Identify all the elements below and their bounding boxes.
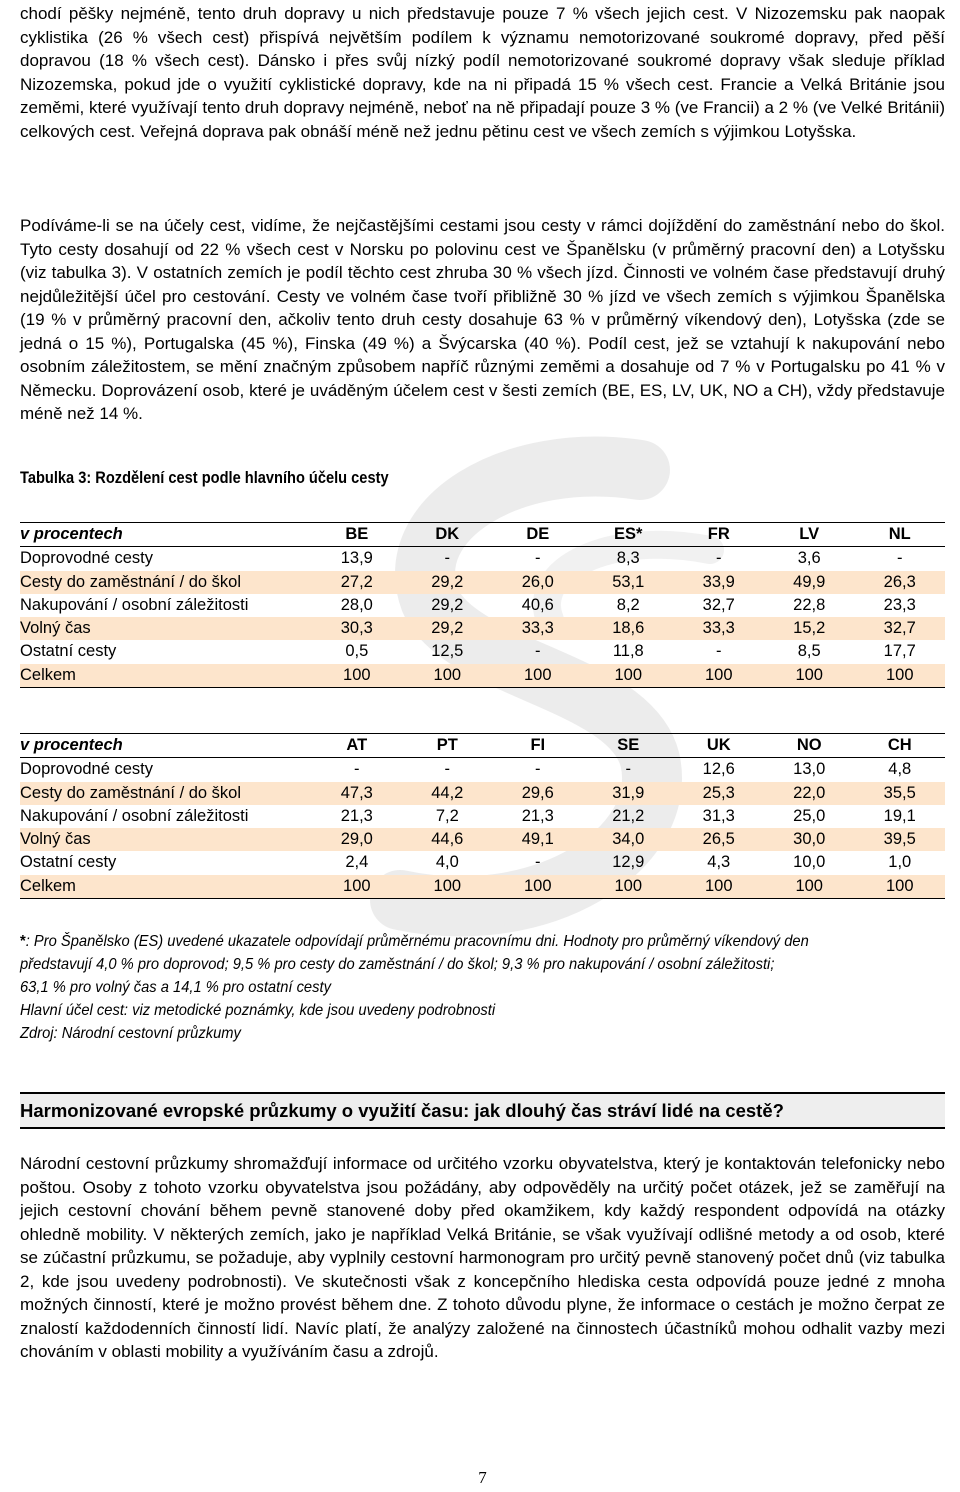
footnote-star: * <box>20 933 26 950</box>
value-cell: - <box>444 760 451 779</box>
value-cell: 11,8 <box>612 642 644 661</box>
table-row <box>20 875 945 899</box>
row-label: Cesty do zaměstnání / do škol <box>20 782 312 805</box>
value-cell: 28,0 <box>340 595 373 614</box>
value-cell: 33,3 <box>674 617 764 640</box>
value-cell: 44,6 <box>402 828 492 851</box>
value-cell: 29,6 <box>493 782 583 805</box>
value-cell: 30,3 <box>312 617 402 640</box>
footnote-line: představují 4,0 % pro doprovod; 9,5 % pro cesty do zaměstnání / do škol; 9,3 % pro nakupování / osobní záležitosti; <box>20 956 775 973</box>
header-cell: ES* <box>614 525 643 543</box>
header-cell: v procentech <box>20 525 123 543</box>
value-cell: 23,3 <box>883 595 916 614</box>
value-cell: 10,0 <box>793 853 826 872</box>
purpose-table-2 <box>20 733 945 899</box>
value-cell: 17,7 <box>883 642 916 661</box>
row-label: Celkem <box>20 664 312 688</box>
page-number: 7 <box>478 1468 487 1487</box>
row-label: Ostatní cesty <box>20 853 117 872</box>
paragraph-modal-split: chodí pěšky nejméně, tento druh dopravy u nich představuje pouze 7 % všech jejich cest. V Nizozemsku pak naopak cyklistika (26 % všech cest) přispívá největším podílem k významu nemotorizované soukromé dopravy, před pěší dopravou (18 % všech cest). Dánsko i přes svůj nízký podíl nemotorizované soukromé dopravy však sleduje příklad Nizozemska, pokud jde o využití cyklistické dopravy, kde na ni připadá 15 % všech cest. Francie a Velká Británie jsou zeměmi, které využívají tento druh dopravy nejméně, neboť na ně připadají pouze 3 % (ve Francii) a 2 % (ve Velké Británii) celkových cest. Veřejná doprava pak obnáší méně než jednu pětinu cest ve všech zemích s výjimkou Lotyšska. <box>20 4 945 141</box>
purpose-table-1 <box>20 522 945 688</box>
value-cell: 29,2 <box>402 617 492 640</box>
value-cell: 15,2 <box>764 617 854 640</box>
header-cell: DE <box>526 525 550 543</box>
table-header-row <box>20 734 945 758</box>
footnote-line: 63,1 % pro volný čas a 14,1 % pro ostatní cesty <box>20 979 331 996</box>
row-label: Volný čas <box>20 828 312 851</box>
header-cell: AT <box>346 736 368 754</box>
value-cell: 26,5 <box>674 828 764 851</box>
paragraph-time-use-surveys: Národní cestovní průzkumy shromažďují informace od určitého vzorku obyvatelstva, který je kontaktován telefonicky nebo poštou. Osoby z tohoto vzorku obyvatelstva jsou požádány, aby odpověděly na určitý počet otázek, jež se zaměřují na jejich cestovní chování během pevně stanovené doby před okamžikem, kdy každý respondent odpovídá na otázky ohledně mobility. V některých zemích, jako je například Velká Británie, se však využívají odlišné metody a od osob, které se zúčastní průzkumu, se požaduje, aby vyplnily cestovní harmonogram pro určitý pevně stanovený počet dnů (viz tabulka 2, kde jsou uvedeny podrobnosti). Ve skutečnosti však z koncepčního hlediska cesta odpovídá pouze jedné z mnoha možných činností, které je možno provést během dne. Z tohoto důvodu plyne, že informace o cestách je možno čerpat ze znalostí každodenních činností lidí. Navíc platí, že analýzy založené na činnostech účastníků mohou odhalit vazby mezi chováním v oblasti mobility a využíváním času a zdrojů. <box>20 1154 945 1361</box>
value-cell: 8,2 <box>616 595 640 614</box>
value-cell: 25,3 <box>674 782 764 805</box>
header-cell: BE <box>345 525 369 543</box>
value-cell: 49,1 <box>493 828 583 851</box>
value-cell: 100 <box>854 875 945 899</box>
value-cell: 18,6 <box>583 617 673 640</box>
row-label: Celkem <box>20 875 312 899</box>
header-cell: PT <box>436 736 458 754</box>
value-cell: 0,5 <box>345 642 369 661</box>
value-cell: 47,3 <box>312 782 402 805</box>
value-cell: 21,2 <box>612 806 645 825</box>
value-cell: 100 <box>674 664 764 688</box>
value-cell: 100 <box>583 875 673 899</box>
header-cell: CH <box>887 736 912 754</box>
value-cell: 49,9 <box>764 571 854 594</box>
value-cell: 4,0 <box>435 853 459 872</box>
row-label: Doprovodné cesty <box>20 549 153 568</box>
row-label: Volný čas <box>20 617 312 640</box>
value-cell: 100 <box>312 875 402 899</box>
value-cell: 100 <box>493 664 583 688</box>
source-note: Zdroj: Národní cestovní průzkumy <box>20 1025 241 1042</box>
value-cell: 13,9 <box>340 549 373 568</box>
table-header-row <box>20 523 945 547</box>
table-footnotes <box>20 930 871 1045</box>
row-label: Cesty do zaměstnání / do škol <box>20 571 312 594</box>
table-row <box>20 851 945 874</box>
header-cell: v procentech <box>20 736 123 754</box>
table-row <box>20 617 945 640</box>
value-cell: - <box>354 760 360 779</box>
table-row <box>20 664 945 688</box>
value-cell: 21,3 <box>521 806 554 825</box>
paragraph-trip-purposes: Podíváme-li se na účely cest, vidíme, že nejčastějšími cestami jsou cesty v rámci dojíždění do zaměstnání nebo do škol. Tyto cesty dosahují od 22 % všech cest v Norsku po polovinu cest ve Španělsku (v průměrný pracovní den) a Lotyšsku (viz tabulka 3). V ostatních zemích je podíl těchto cest zhruba 30 % všech jízd. Činnosti ve volném čase představují druhý nejdůležitější účel pro cestování. Cesty ve volném čase tvoří přibližně 30 % jízd ve všech zemích s výjimkou Španělska (19 % v průměrný pracovní den, ačkoliv tento druh cesty dosahuje 63 % v průměrný víkendový den), Lotyšska (zde se jedná o 15 %), Portugalska (45 %), Finska (49 %) a Švýcarska (40 %). Podíl cest, jež se vztahují k nakupování nebo osobním záležitostem, se mění značným způsobem napříč různými zeměmi a dosahuje od 7 % v Portugalsku po 41 % v Německu. Doprovázení osob, které je uváděným účelem cest v šesti zemích (BE, ES, LV, UK, NO a CH), vždy představuje méně než 14 %. <box>20 216 945 423</box>
value-cell: 100 <box>402 664 492 688</box>
value-cell: 21,3 <box>340 806 373 825</box>
value-cell: 100 <box>764 875 854 899</box>
value-cell: - <box>535 642 541 661</box>
value-cell: 4,3 <box>707 853 731 872</box>
value-cell: 100 <box>854 664 945 688</box>
value-cell: 8,3 <box>616 549 640 568</box>
header-cell: FR <box>707 525 730 543</box>
table-row <box>20 828 945 851</box>
value-cell: 29,0 <box>312 828 402 851</box>
section-heading: Harmonizované evropské průzkumy o využití času: jak dlouhý čas stráví lidé na cestě? <box>20 1092 945 1129</box>
value-cell: 1,0 <box>888 853 912 872</box>
value-cell: - <box>625 760 631 779</box>
header-cell: SE <box>617 736 640 754</box>
row-label: Nakupování / osobní záležitosti <box>20 595 249 614</box>
value-cell: 12,9 <box>612 853 645 872</box>
value-cell: 100 <box>583 664 673 688</box>
value-cell: 26,3 <box>854 571 945 594</box>
value-cell: 39,5 <box>854 828 945 851</box>
value-cell: 13,0 <box>793 760 826 779</box>
value-cell: - <box>535 760 541 779</box>
header-cell: FI <box>530 736 546 754</box>
value-cell: - <box>715 642 722 661</box>
value-cell: 22,8 <box>793 595 826 614</box>
value-cell: 33,3 <box>493 617 583 640</box>
value-cell: 19,1 <box>883 806 916 825</box>
value-cell: 32,7 <box>854 617 945 640</box>
value-cell: 31,3 <box>702 806 735 825</box>
header-cell: UK <box>706 736 731 754</box>
table-row <box>20 547 945 571</box>
table-row <box>20 758 945 782</box>
table-caption: Tabulka 3: Rozdělení cest podle hlavního účelu cesty <box>20 468 389 487</box>
table-row <box>20 571 945 594</box>
row-label: Nakupování / osobní záležitosti <box>20 806 249 825</box>
value-cell: 3,6 <box>797 549 821 568</box>
value-cell: 29,2 <box>402 571 492 594</box>
value-cell: 2,4 <box>345 853 369 872</box>
value-cell: 33,9 <box>674 571 764 594</box>
value-cell: 4,8 <box>888 760 912 779</box>
value-cell: 29,2 <box>431 595 464 614</box>
value-cell: 35,5 <box>854 782 945 805</box>
value-cell: 25,0 <box>793 806 826 825</box>
table-row <box>20 805 945 828</box>
table-row <box>20 594 945 617</box>
row-label: Ostatní cesty <box>20 642 117 661</box>
table-row <box>20 640 945 663</box>
footnote-line: Hlavní účel cest: viz metodické poznámky, kde jsou uvedeny podrobnosti <box>20 1002 496 1019</box>
header-cell: DK <box>435 525 460 543</box>
value-cell: - <box>896 549 903 568</box>
footnote-text: : Pro Španělsko (ES) uvedené ukazatele odpovídají průměrnému pracovnímu dni. Hodnoty pro průměrný víkendový den <box>25 933 809 950</box>
value-cell: 34,0 <box>583 828 673 851</box>
value-cell: 27,2 <box>312 571 402 594</box>
value-cell: - <box>535 853 541 872</box>
value-cell: 26,0 <box>493 571 583 594</box>
value-cell: 100 <box>493 875 583 899</box>
value-cell: 100 <box>402 875 492 899</box>
value-cell: 100 <box>674 875 764 899</box>
value-cell: 8,5 <box>797 642 821 661</box>
value-cell: 100 <box>764 664 854 688</box>
table-row <box>20 782 945 805</box>
footnote-line <box>20 930 871 953</box>
header-cell: NL <box>888 525 911 543</box>
value-cell: 31,9 <box>583 782 673 805</box>
value-cell: 22,0 <box>764 782 854 805</box>
row-label: Doprovodné cesty <box>20 760 153 779</box>
value-cell: 32,7 <box>702 595 735 614</box>
value-cell: - <box>715 549 722 568</box>
value-cell: - <box>535 549 541 568</box>
value-cell: 100 <box>312 664 402 688</box>
value-cell: 40,6 <box>521 595 554 614</box>
header-cell: LV <box>799 525 820 543</box>
value-cell: 12,6 <box>702 760 735 779</box>
header-cell: NO <box>796 736 822 754</box>
value-cell: 12,5 <box>431 642 464 661</box>
value-cell: 7,2 <box>435 806 459 825</box>
value-cell: 30,0 <box>764 828 854 851</box>
value-cell: - <box>444 549 451 568</box>
value-cell: 53,1 <box>583 571 673 594</box>
watermark-logo <box>310 430 790 990</box>
value-cell: 44,2 <box>402 782 492 805</box>
